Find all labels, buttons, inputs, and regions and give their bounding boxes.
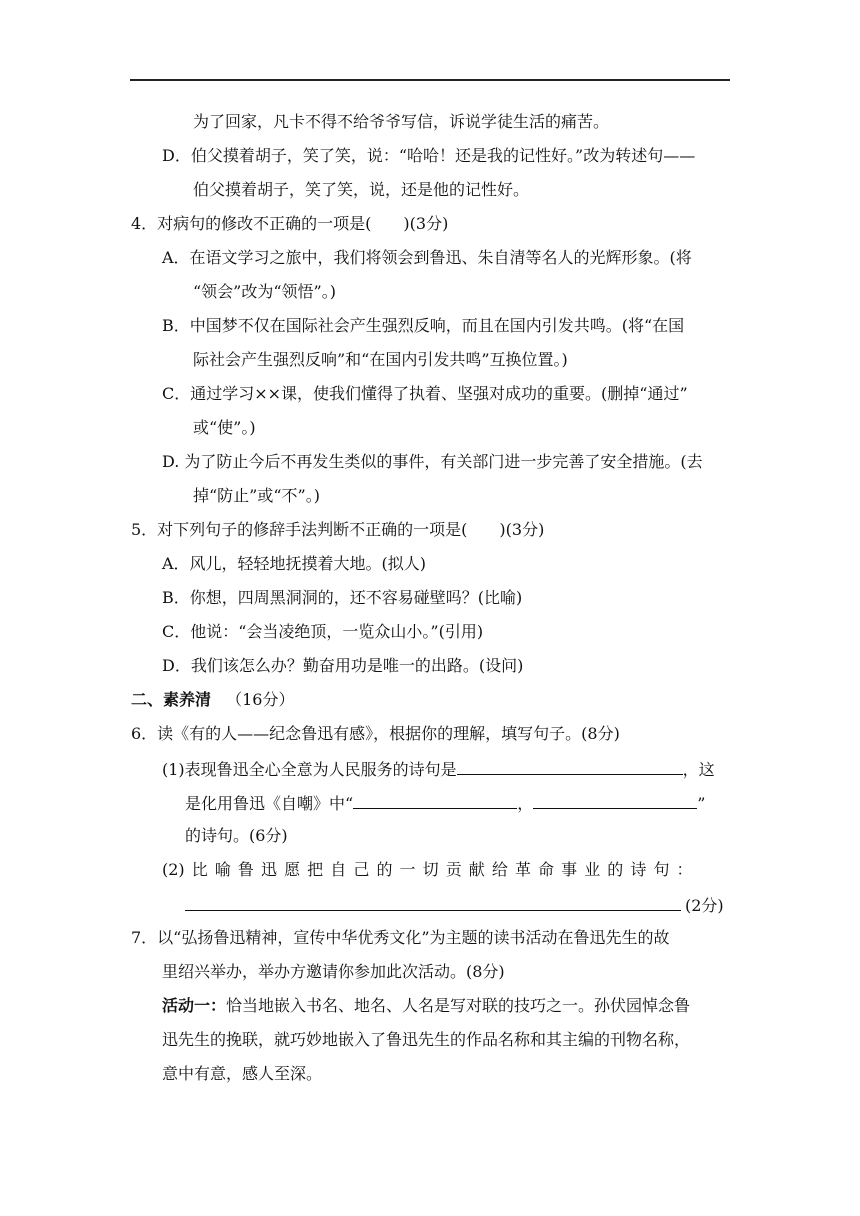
activity-text: 恰当地嵌入书名、地名、人名是写对联的技巧之一。孙伏园悼念鲁 xyxy=(226,996,691,1015)
q5-stem: 5．对下列句子的修辞手法判断不正确的一项是( )(3分) xyxy=(131,520,545,539)
q4-option-d-continuation: 掉“防止”或“不”。) xyxy=(193,486,320,505)
q6-answer-blank-4[interactable] xyxy=(185,894,681,911)
q4-option-b: B．中国梦不仅在国际社会产生强烈反响，而且在国内引发共鸣。(将“在国 xyxy=(162,316,685,335)
q6-part2-line1: (2) 比 喻 鲁 迅 愿 把 自 己 的 一 切 贡 献 给 革 命 事 业 的 诗 句 ： xyxy=(162,860,693,879)
q5-option-a: A．风儿，轻轻地抚摸着大地。(拟人) xyxy=(162,554,427,573)
q6-part2-score: (2分) xyxy=(685,896,724,915)
q6-stem: 6．读《有的人——纪念鲁迅有感》，根据你的理解，填写句子。(8分) xyxy=(131,724,620,743)
q3-option-c-continuation: 为了回家，凡卡不得不给爷爷写信，诉说学徒生活的痛苦。 xyxy=(193,112,610,131)
q5-option-d: D．我们该怎么办？勤奋用功是唯一的出路。(设问) xyxy=(162,656,524,675)
q4-option-a-continuation: “领会”改为“领悟”。) xyxy=(193,282,336,301)
q6-answer-blank-3[interactable] xyxy=(533,792,697,809)
activity-label: 活动一： xyxy=(162,996,227,1015)
q6-part1-text: (1)表现鲁迅全心全意为人民服务的诗句是 xyxy=(162,760,457,779)
section-title: 二、素养清 xyxy=(131,690,212,709)
q6-part1-quote-end: ” xyxy=(697,794,706,813)
q4-option-d: D. 为了防止今后不再发生类似的事件，有关部门进一步完善了安全措施。(去 xyxy=(162,452,703,471)
q4-stem: 4．对病句的修改不正确的一项是( )(3分) xyxy=(131,214,449,233)
q6-part1-line1 xyxy=(162,758,715,780)
q7-activity1-line2: 迅先生的挽联，就巧妙地嵌入了鲁迅先生的作品名称和其主编的刊物名称， xyxy=(162,1030,691,1049)
q6-answer-blank-1[interactable] xyxy=(457,758,683,775)
q4-option-c-continuation: 或“使”。) xyxy=(193,418,256,437)
q7-activity1-line1 xyxy=(162,996,690,1016)
q3-option-d: D．伯父摸着胡子，笑了笑，说：“哈哈！还是我的记性好。”改为转述句—— xyxy=(162,146,696,165)
q6-answer-blank-2[interactable] xyxy=(353,792,517,809)
q7-activity1-line3: 意中有意，感人至深。 xyxy=(162,1064,323,1083)
q6-part1-line2 xyxy=(185,792,705,814)
q4-option-c: C．通过学习××课，使我们懂得了执着、坚强对成功的重要。(删掉“通过” xyxy=(162,384,688,403)
q3-option-d-continuation: 伯父摸着胡子，笑了笑，说，还是他的记性好。 xyxy=(193,180,530,199)
q6-part1-suffix: ，这 xyxy=(682,760,715,779)
q6-part2-line2 xyxy=(185,894,724,916)
q6-part1-comma: ， xyxy=(517,794,534,813)
q5-option-b: B．你想，四周黑洞洞的，还不容易碰壁吗？(比喻) xyxy=(162,588,523,607)
section-score: （16分） xyxy=(226,690,295,709)
q7-stem-continuation: 里绍兴举办，举办方邀请你参加此次活动。(8分) xyxy=(162,962,505,981)
q7-stem: 7．以“弘扬鲁迅精神，宣传中华优秀文化”为主题的读书活动在鲁迅先生的故 xyxy=(131,928,670,947)
q5-option-c: C．他说：“会当凌绝顶，一览众山小。”(引用) xyxy=(162,622,484,641)
q6-part1-quote-start: 是化用鲁迅《自嘲》中“ xyxy=(185,794,354,813)
q6-part1-line3: 的诗句。(6分) xyxy=(185,826,288,845)
q4-option-a: A．在语文学习之旅中，我们将领会到鲁迅、朱自清等名人的光辉形象。(将 xyxy=(162,248,692,267)
q4-option-b-continuation: 际社会产生强烈反响”和“在国内引发共鸣”互换位置。) xyxy=(193,350,568,369)
header-rule xyxy=(130,79,730,81)
section-heading xyxy=(131,690,294,710)
